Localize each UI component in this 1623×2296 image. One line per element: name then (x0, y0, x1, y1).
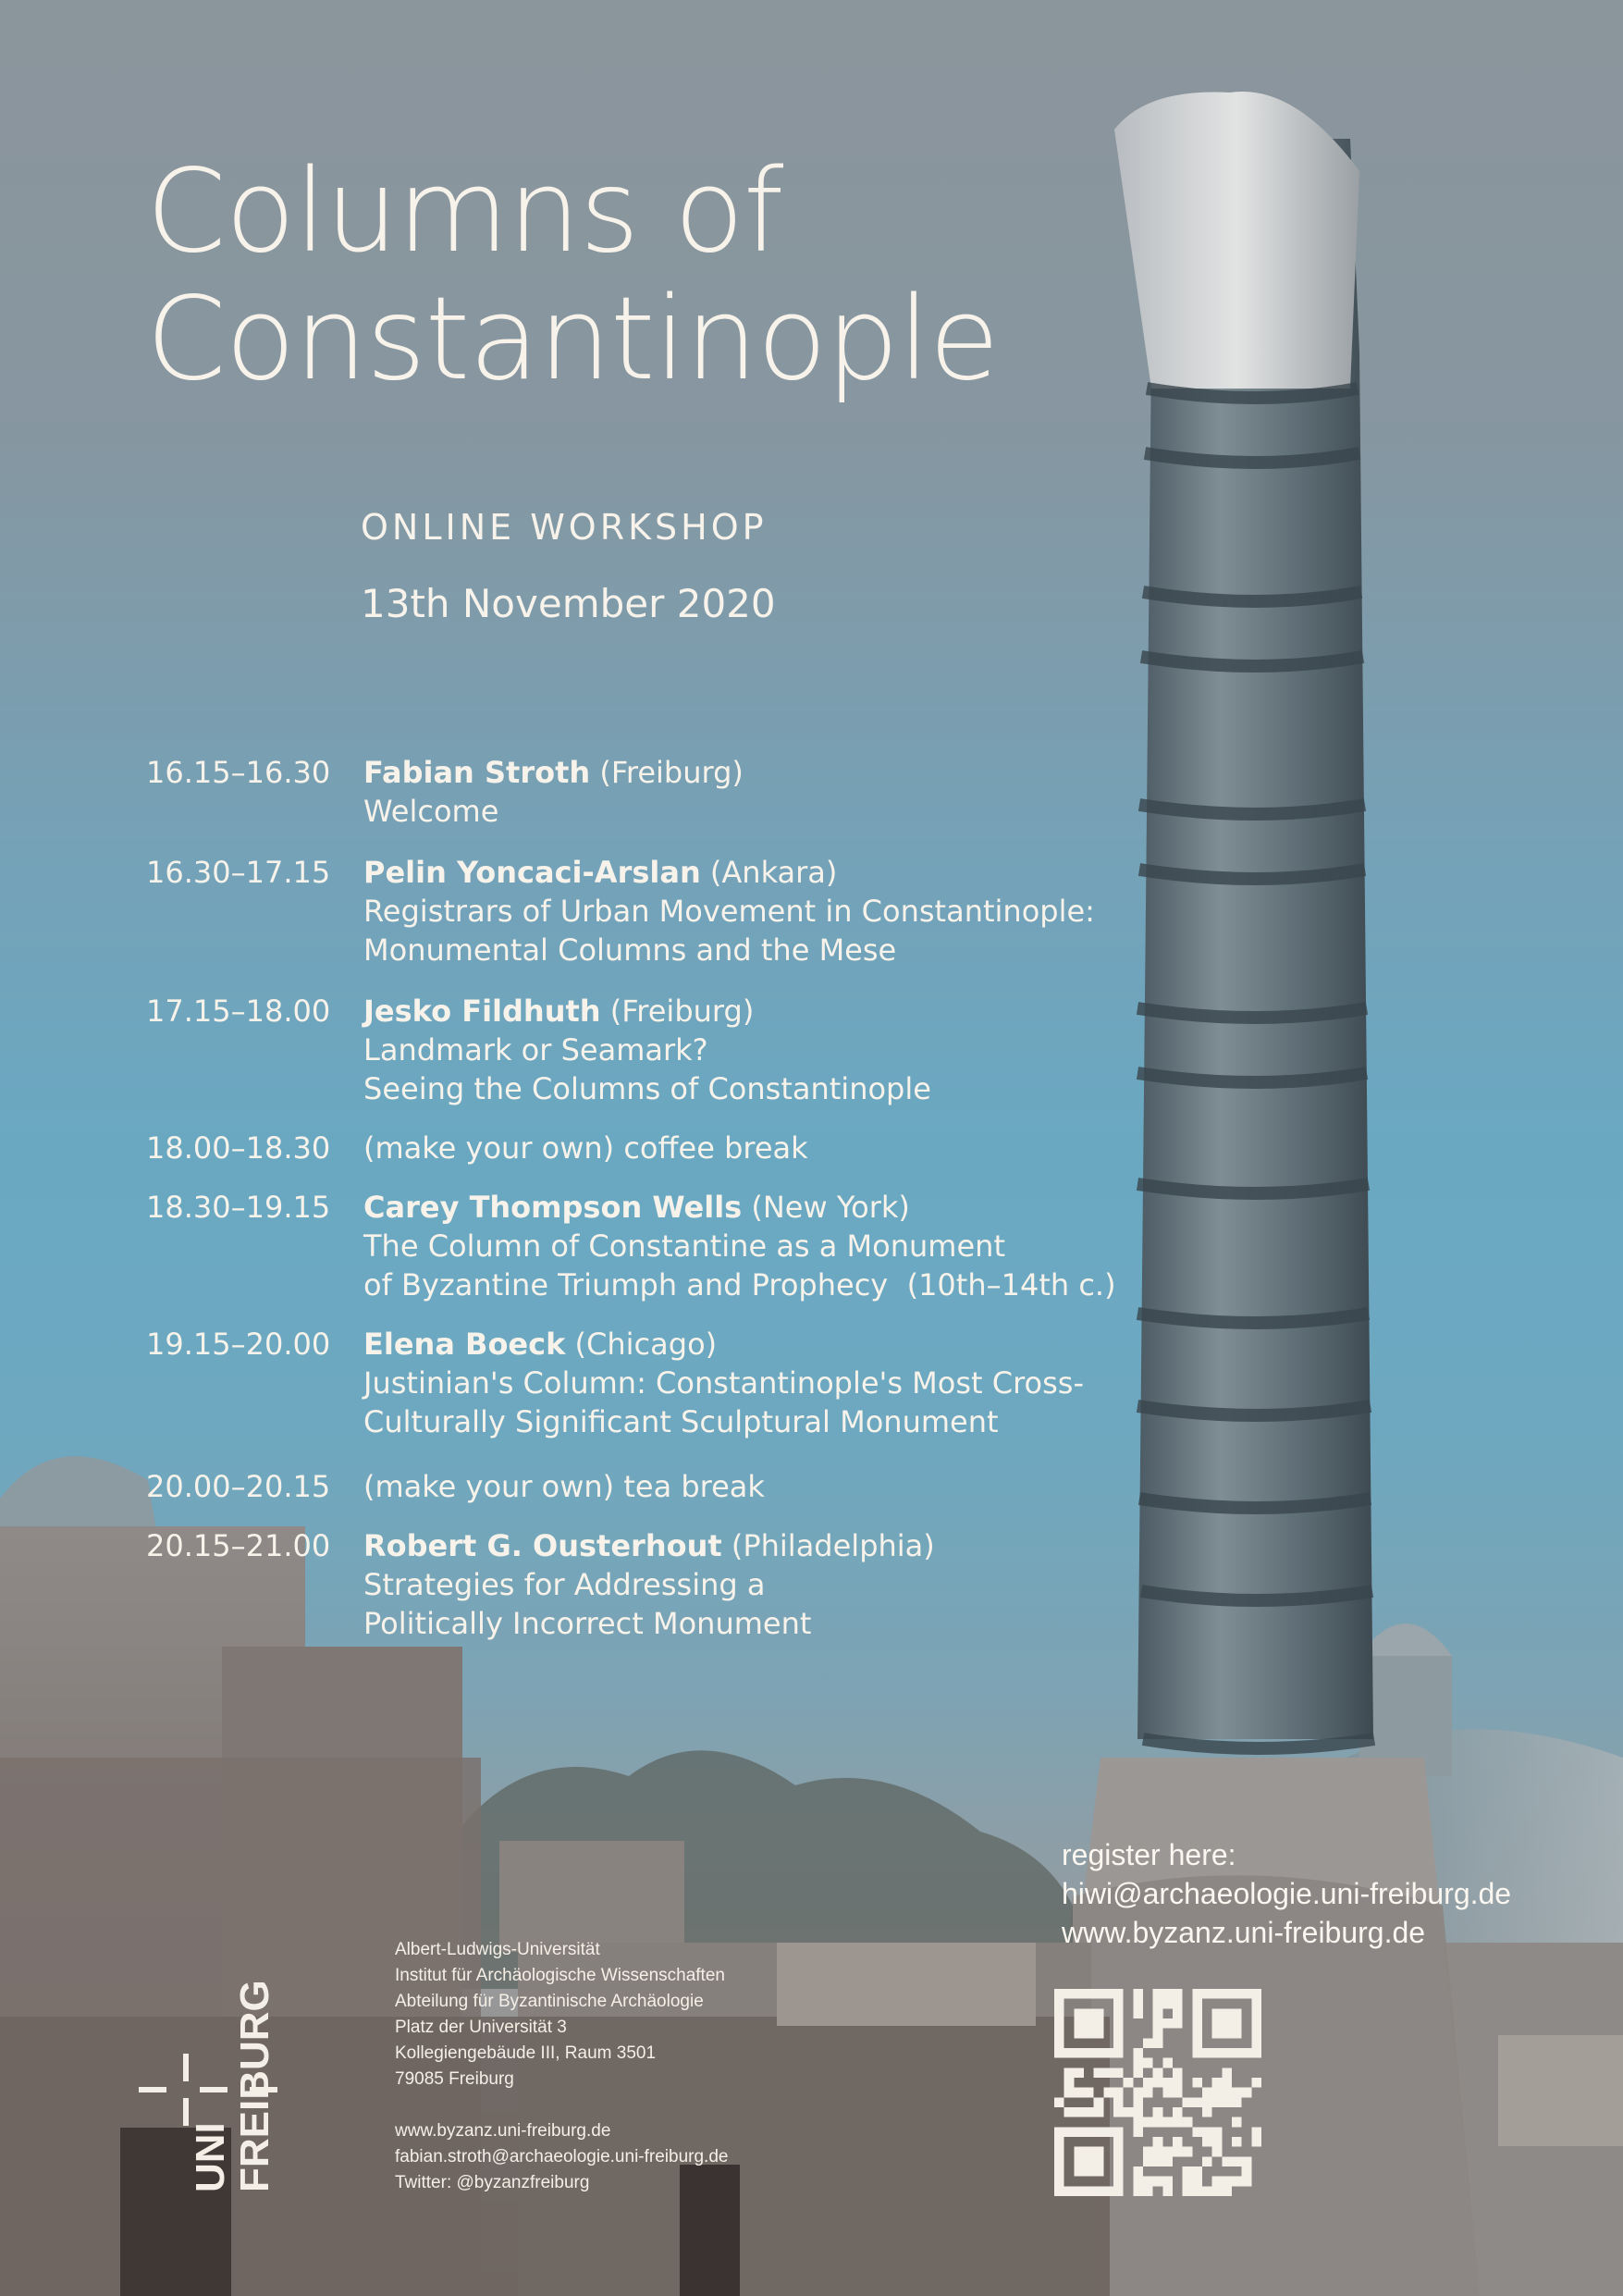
event-date: 13th November 2020 (361, 581, 776, 626)
address-line: 79085 Freiburg (395, 2069, 514, 2089)
speaker-name: Pelin Yoncaci-Arslan (363, 855, 701, 890)
speaker-affiliation: (Philadelphia) (731, 1528, 935, 1563)
schedule-time: 20.00–20.15 (146, 1469, 331, 1504)
talk-title: Registrars of Urban Movement in Constantinople: (363, 894, 1095, 929)
schedule-time: 16.15–16.30 (146, 755, 331, 790)
register-label: register here: (1062, 1838, 1236, 1871)
speaker-name: Robert G. Ousterhout (363, 1528, 722, 1563)
twitter-handle[interactable]: Twitter: @byzanzfreiburg (395, 2173, 590, 2192)
break-label: (make your own) tea break (363, 1469, 765, 1504)
talk-title: Politically Incorrect Monument (363, 1606, 812, 1641)
talk-title: Monumental Columns and the Mese (363, 932, 897, 968)
register-email-link[interactable]: hiwi@archaeologie.uni-freiburg.de (1062, 1877, 1512, 1910)
schedule-time: 18.00–18.30 (146, 1130, 331, 1166)
break-label: (make your own) coffee break (363, 1130, 808, 1166)
schedule-time: 16.30–17.15 (146, 855, 331, 890)
speaker-name: Carey Thompson Wells (363, 1190, 743, 1225)
logo-text-uni: UNI (188, 2122, 233, 2192)
address-block (395, 1937, 728, 2196)
event-type: ONLINE WORKSHOP (361, 507, 768, 548)
talk-title: Welcome (363, 794, 499, 829)
university-logo (139, 1933, 314, 2202)
talk-title: Landmark or Seamark? (363, 1032, 708, 1068)
page-title (146, 145, 999, 406)
address-line: Institut für Archäologische Wissenschaften (395, 1966, 725, 1985)
address-line: Kollegiengebäude III, Raum 3501 (395, 2043, 657, 2063)
address-line: Platz der Universität 3 (395, 2018, 567, 2037)
speaker-affiliation: (Freiburg) (609, 994, 755, 1029)
qr-code[interactable] (1054, 1989, 1261, 2196)
talk-title: The Column of Constantine as a Monument (363, 1228, 1005, 1264)
email-link[interactable]: fabian.stroth@archaeologie.uni-freiburg.de (395, 2147, 729, 2166)
talk-title: Culturally Significant Sculptural Monument (363, 1404, 999, 1439)
registration-info (1062, 1835, 1511, 1952)
logo-text-freiburg: FREIBURG (232, 1980, 277, 2192)
schedule-time: 20.15–21.00 (146, 1528, 331, 1563)
speaker-affiliation: (Chicago) (574, 1327, 718, 1362)
address-line: Albert-Ludwigs-Universität (395, 1940, 600, 1959)
title-line-1: Columns of (146, 145, 783, 278)
talk-title: Strategies for Addressing a (363, 1567, 766, 1602)
speaker-name: Jesko Fildhuth (363, 994, 601, 1029)
schedule-time: 19.15–20.00 (146, 1327, 331, 1362)
schedule-time: 17.15–18.00 (146, 994, 331, 1029)
schedule-time: 18.30–19.15 (146, 1190, 331, 1225)
talk-title: Justinian's Column: Constantinople's Most Cross- (363, 1365, 1085, 1401)
speaker-affiliation: (New York) (751, 1190, 910, 1225)
speaker-name: Fabian Stroth (363, 755, 591, 790)
website-link[interactable]: www.byzanz.uni-freiburg.de (395, 2121, 611, 2141)
title-line-2: Constantinople (146, 273, 999, 406)
speaker-affiliation: (Freiburg) (599, 755, 744, 790)
talk-title: Seeing the Columns of Constantinople (363, 1071, 931, 1106)
talk-title: of Byzantine Triumph and Prophecy (10th–14th c.) (363, 1267, 1116, 1302)
speaker-name: Elena Boeck (363, 1327, 566, 1362)
address-line: Abteilung für Byzantinische Archäologie (395, 1992, 704, 2011)
speaker-affiliation: (Ankara) (709, 855, 838, 890)
register-website-link[interactable]: www.byzanz.uni-freiburg.de (1062, 1916, 1426, 1949)
